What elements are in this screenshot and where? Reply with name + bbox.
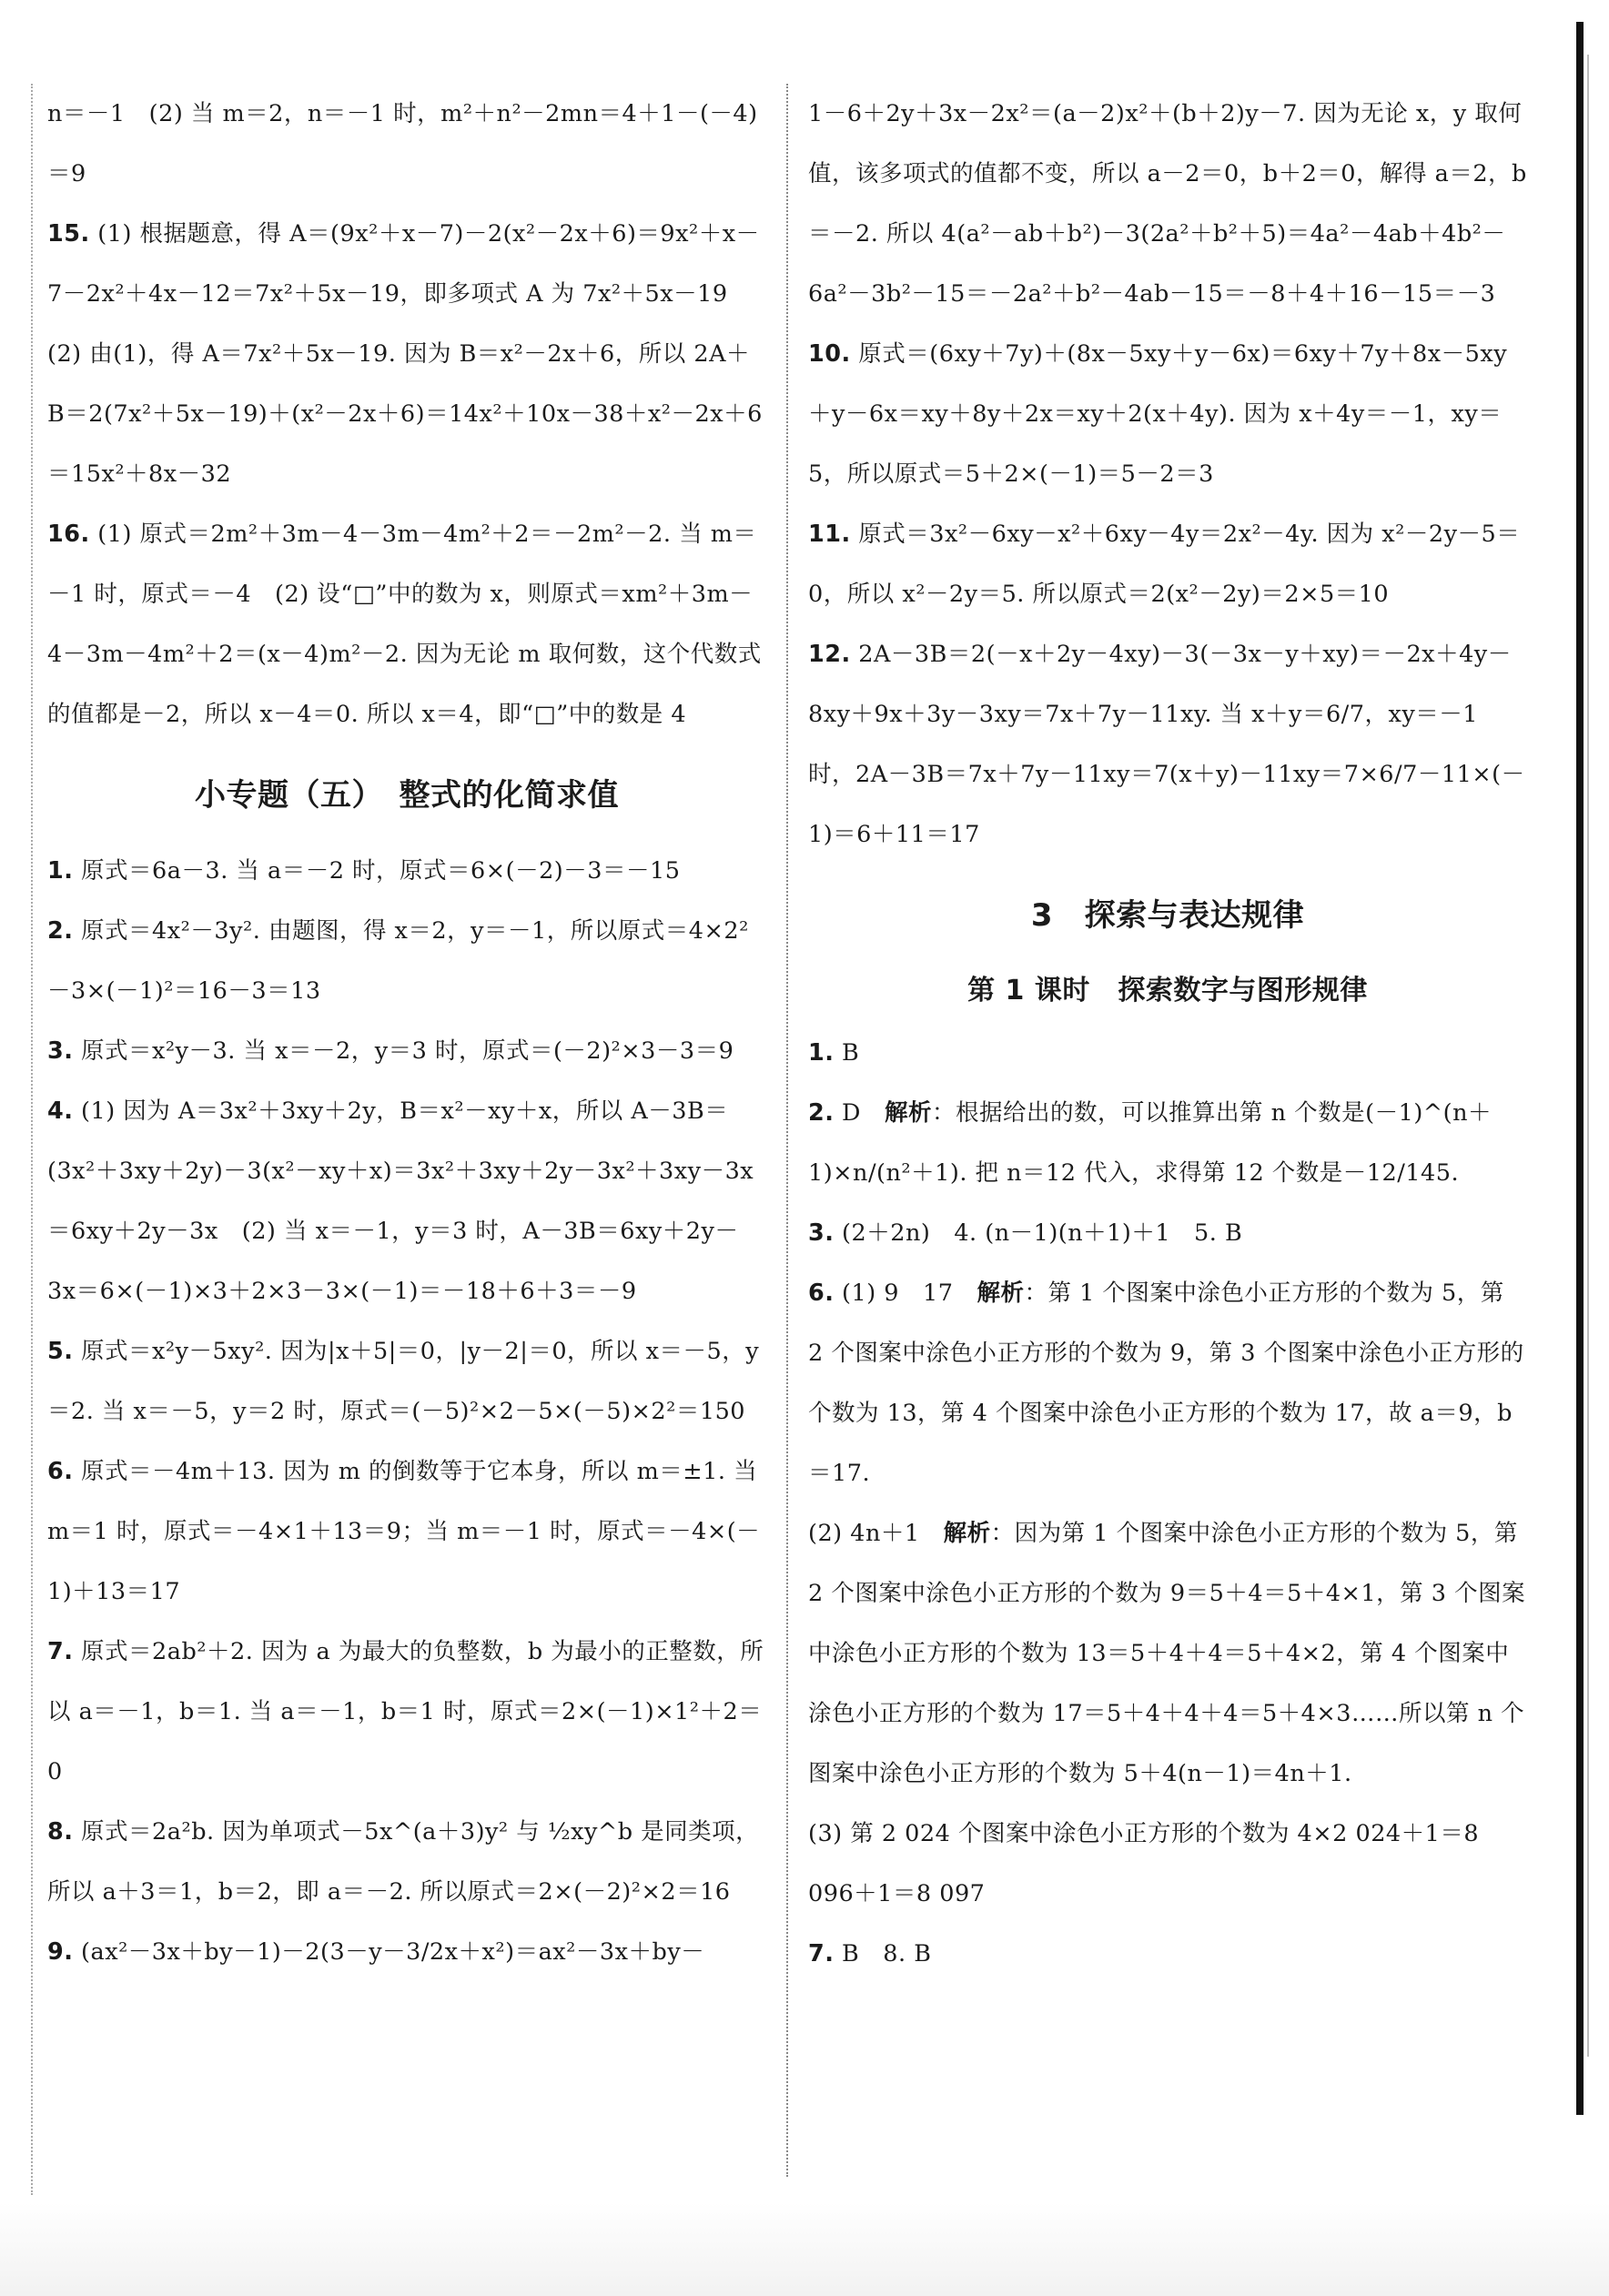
left-column <box>47 84 766 1982</box>
item-number: 3. <box>47 1037 74 1065</box>
question-text: (1) 根据题意，得 A＝(9x²＋x－7)－2(x²－2x＋6)＝9x²＋x－7－2x²＋4x－12＝7x²＋5x－19，即多项式 A 为 7x²＋5x－19 (2) 由(1)，得 A＝7x²＋5x－19. 因为 B＝x²－2x＋6，所以 2A＋B＝2(7x²＋5x－19)＋(x²－2x＋6)＝14x²＋10x－38＋x²－2x＋6＝15x²＋8x－32 <box>47 220 763 488</box>
column-divider <box>786 84 788 2177</box>
analysis-text: ：第 1 个图案中涂色小正方形的个数为 5，第 2 个图案中涂色小正方形的个数为 9，第 3 个图案中涂色小正方形的个数为 13，第 4 个图案中涂色小正方形的个数为 17，故 a＝9，b＝17. <box>808 1279 1524 1487</box>
analysis-label: 解析 <box>885 1099 933 1127</box>
item-number: 1. <box>808 1039 835 1067</box>
item-text: (ax²－3x＋by－1)－2(3－y－3/2x＋x²)＝ax²－3x＋by－ <box>81 1938 705 1966</box>
carryover-text: n＝－1 (2) 当 m＝2，n＝－1 时，m²＋n²－2mn＝4＋1－(－4)＝9 <box>47 100 758 187</box>
answer-text: (1) 9 17 <box>842 1279 954 1307</box>
answer-text: (3) 第 2 024 个图案中涂色小正方形的个数为 4×2 024＋1＝8 096＋1＝8 097 <box>808 1820 1480 1907</box>
list-item <box>47 1802 766 1922</box>
item-text: (1) 因为 A＝3x²＋3xy＋2y，B＝x²－xy＋x，所以 A－3B＝(3x²＋3xy＋2y)－3(x²－xy＋x)＝3x²＋3xy＋2y－3x²＋3xy－3x＝6xy＋2y－3x (2) 当 x＝－1，y＝3 时，A－3B＝6xy＋2y－3x＝6×(－1)×3＋2×3－3×(－1)＝－18＋6＋3＝－9 <box>47 1097 754 1305</box>
right-column <box>808 84 1527 1984</box>
answer-item <box>808 1083 1527 1203</box>
question-16 <box>47 504 766 744</box>
item-number: 6. <box>808 1279 835 1307</box>
analysis-text: ：因为第 1 个图案中涂色小正方形的个数为 5，第 2 个图案中涂色小正方形的个数为 9＝5＋4＝5＋4×1，第 3 个图案中涂色小正方形的个数为 13＝5＋4＋4＝5＋4×2，第 4 个图案中涂色小正方形的个数为 17＝5＋4＋4＋4＝5＋4×3……所以第 n 个图案中涂色小正方形的个数为 5＋4(n－1)＝4n＋1. <box>808 1520 1526 1787</box>
left-margin-dots <box>31 84 33 2195</box>
list-item <box>808 324 1527 504</box>
analysis-text: ：根据给出的数，可以推算出第 n 个数是(－1)^(n＋1)×n/(n²＋1). 把 n＝12 代入，求得第 12 个数是－12/145. <box>808 1099 1493 1187</box>
question-number: 15. <box>47 220 90 248</box>
item-number: 2. <box>47 917 74 945</box>
list-item <box>808 624 1527 865</box>
item-number: 9. <box>47 1938 74 1966</box>
answer-text: (2＋2n) 4. (n－1)(n＋1)＋1 5. B <box>842 1219 1243 1247</box>
item-text: 原式＝x²y－3. 当 x＝－2，y＝3 时，原式＝(－2)²×3－3＝9 <box>81 1037 734 1065</box>
item-text: 原式＝2ab²＋2. 因为 a 为最大的负整数，b 为最小的正整数，所以 a＝－1，b＝1. 当 a＝－1，b＝1 时，原式＝2×(－1)×1²＋2＝0 <box>47 1638 764 1785</box>
answer-item <box>808 1263 1527 1503</box>
subsection-title: 第 1 课时 探索数字与图形规律 <box>967 975 1368 1006</box>
item-text: 原式＝x²y－5xy². 因为|x＋5|＝0，|y－2|＝0，所以 x＝－5，y＝2. 当 x＝－5，y＝2 时，原式＝(－5)²×2－5×(－5)×2²＝150 <box>47 1338 760 1425</box>
list-item <box>47 841 766 901</box>
question-9-continued: 1－6＋2y＋3x－2x²＝(a－2)x²＋(b＋2)y－7. 因为无论 x，y 取何值，该多项式的值都不变，所以 a－2＝0，b＋2＝0，解得 a＝2，b＝－2. 所以 4(a²－ab＋b²)－3(2a²＋b²＋5)＝4a²－4ab＋4b²－6a²－3b²－15＝－2a²＋b²－4ab－15＝－8＋4＋16－15＝－3 <box>808 100 1527 308</box>
list-item <box>47 1922 766 1982</box>
analysis-label: 解析 <box>943 1520 991 1547</box>
item-number: 10. <box>808 340 851 368</box>
section-title: 小专题（五） 整式的化简求值 <box>195 777 619 814</box>
question-text: (1) 原式＝2m²＋3m－4－3m－4m²＋2＝－2m²－2. 当 m＝－1 时，原式＝－4 (2) 设“□”中的数为 x，则原式＝xm²＋3m－4－3m－4m²＋2＝(x－4)m²－2. 因为无论 m 取何数，这个代数式的值都是－2，所以 x－4＝0. 所以 x＝4，即“□”中的数是 4 <box>47 521 762 728</box>
answer-item <box>808 1203 1527 1263</box>
question-number: 16. <box>47 521 90 548</box>
list-item <box>47 1021 766 1081</box>
answer-text: (2) 4n＋1 <box>808 1520 920 1547</box>
item-number: 3. <box>808 1219 835 1247</box>
item-number: 6. <box>47 1458 74 1485</box>
item-text: 原式＝6a－3. 当 a＝－2 时，原式＝6×(－2)－3＝－15 <box>81 857 681 885</box>
binding-edge-line <box>1587 55 1589 2057</box>
item-number: 11. <box>808 521 851 548</box>
list-item <box>47 1081 766 1321</box>
list-item <box>808 504 1527 624</box>
section-title: 3 探索与表达规律 <box>1030 897 1305 934</box>
item-text: 2A－3B＝2(－x＋2y－4xy)－3(－3x－y＋xy)＝－2x＋4y－8xy＋9x＋3y－3xy＝7x＋7y－11xy. 当 x＋y＝6/7，xy＝－1 时，2A－3B＝7x＋7y－11xy＝7(x＋y)－11xy＝7×6/7－11×(－1)＝6＋11＝17 <box>808 641 1525 848</box>
answer-item <box>808 1924 1527 1984</box>
answer-item <box>808 1023 1527 1083</box>
item-text: 原式＝－4m＋13. 因为 m 的倒数等于它本身，所以 m＝±1. 当 m＝1 时，原式＝－4×1＋13＝9；当 m＝－1 时，原式＝－4×(－1)＋13＝17 <box>47 1458 761 1605</box>
item-number: 4. <box>47 1097 74 1125</box>
answer-text: B <box>842 1039 860 1067</box>
item-text: 原式＝4x²－3y². 由题图，得 x＝2，y＝－1，所以原式＝4×2²－3×(－1)²＝16－3＝13 <box>47 917 749 1005</box>
item-number: 2. <box>808 1099 835 1127</box>
item-number: 7. <box>47 1638 74 1665</box>
list-item <box>47 1622 766 1802</box>
item-number: 8. <box>47 1818 74 1846</box>
item-text: 原式＝3x²－6xy－x²＋6xy－4y＝2x²－4y. 因为 x²－2y－5＝0，所以 x²－2y＝5. 所以原式＝2(x²－2y)＝2×5＝10 <box>808 521 1521 608</box>
item-number: 7. <box>808 1940 835 1967</box>
list-item <box>47 1441 766 1622</box>
list-item <box>47 901 766 1021</box>
item-number: 12. <box>808 641 851 668</box>
list-item <box>47 1321 766 1441</box>
page-bottom-shade <box>0 2202 1609 2296</box>
item-number: 5. <box>47 1338 74 1365</box>
item-number: 1. <box>47 857 74 885</box>
answer-item <box>808 1804 1527 1924</box>
answer-text: B 8. B <box>842 1940 932 1967</box>
binding-edge <box>1576 22 1584 2115</box>
item-text: 原式＝(6xy＋7y)＋(8x－5xy＋y－6x)＝6xy＋7y＋8x－5xy＋y－6x＝xy＋8y＋2x＝xy＋2(x＋4y). 因为 x＋4y＝－1，xy＝5，所以原式＝5＋2×(－1)＝5－2＝3 <box>808 340 1508 488</box>
analysis-label: 解析 <box>977 1279 1025 1307</box>
answer-item <box>808 1503 1527 1804</box>
question-15 <box>47 204 766 504</box>
answer-text: D <box>842 1099 861 1127</box>
item-text: 原式＝2a²b. 因为单项式－5x^(a＋3)y² 与 ½xy^b 是同类项，所以 a＋3＝1，b＝2，即 a＝－2. 所以原式＝2×(－2)²×2＝16 <box>47 1818 760 1906</box>
